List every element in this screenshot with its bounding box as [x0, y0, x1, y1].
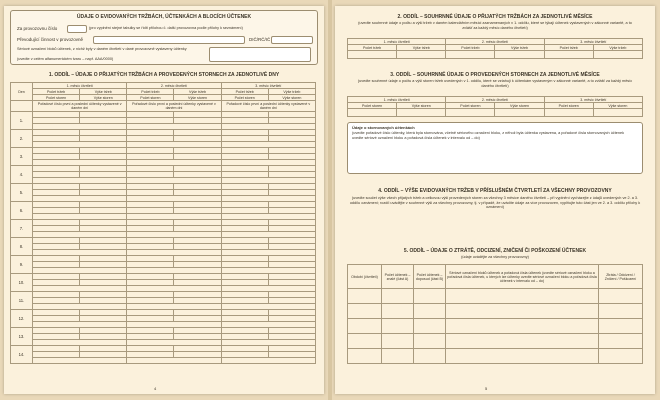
day-header: Den: [11, 83, 33, 101]
month-header: 1. měsíc čtvrtletí: [348, 97, 446, 103]
day-label: 6.: [11, 202, 33, 220]
month-header: 3. měsíc čtvrtletí: [221, 83, 315, 89]
col-header: Výše storen: [495, 103, 544, 109]
storno-title: Údaje o stornovaných účtenkách: [352, 125, 415, 130]
month-header: 1. měsíc čtvrtletí: [33, 83, 127, 89]
input-cell[interactable]: [348, 51, 397, 59]
monthly-sales-table: [347, 38, 643, 59]
input-cell[interactable]: [593, 51, 642, 59]
loss-table: [347, 264, 643, 364]
col-header: Počet storen: [544, 103, 593, 109]
input-cell[interactable]: [446, 304, 599, 319]
storno-box[interactable]: [347, 122, 643, 174]
section5-note: (údaje uvádějte za všechny provozovny): [461, 255, 529, 259]
input-cell[interactable]: [446, 289, 599, 304]
day-label: 9.: [11, 256, 33, 274]
input-cell[interactable]: [382, 349, 414, 364]
input-cell[interactable]: [414, 349, 446, 364]
input-cell[interactable]: [382, 334, 414, 349]
col-header: Sériové označení bloků účtenek a pořadová čísla účtenek (uvedte sériové označení bloku a pořadová čísla účtenek, u kterých lze účtenky uvedte sériové označení bloku a pořadová čísla účtenek v intervalu od – do): [446, 265, 599, 289]
col-header: Počet storen: [33, 95, 80, 101]
col-header: Období (čtvrtletí): [348, 265, 382, 289]
storno-text: (uvedte pořadové číslo účtenky, která byla stornována, včetně sériového označení bloku, z něhož byla účtenka vystavena, a pořadové čísla stornovaných účtenek uvedte sériové označení bloku a pořadová čísla účtenek v intervalu od – do): [352, 131, 624, 140]
input-cell[interactable]: [446, 51, 495, 59]
col-header: Výše tržeb: [593, 45, 642, 51]
input-cell[interactable]: [446, 319, 599, 334]
section2-note: (uvedte souhrnné údaje o počtu a výši tržeb v daném kalendářním měsíci zaznamenaných v 1. oddílu, které se týkají účtenek vystavených v zákonné variantě, a to zvlášť za každý měsíc daného čtvrtletí): [358, 21, 632, 30]
input-cell[interactable]: [348, 319, 382, 334]
month-header: 1. měsíc čtvrtletí: [348, 39, 446, 45]
col-header: Počet tržeb: [544, 45, 593, 51]
input-cell[interactable]: [446, 349, 599, 364]
day-label: 12.: [11, 310, 33, 328]
col-header: Počet tržeb: [127, 89, 174, 95]
payer-label: Převodující činnost v provozovně: [17, 37, 84, 42]
col-header: Počet storen: [348, 103, 397, 109]
col-header: Výše storen: [268, 95, 315, 101]
col-header: Výše storen: [80, 95, 127, 101]
col-header: Počet storen: [446, 103, 495, 109]
col-header: Výše storen: [397, 103, 446, 109]
col-header: Pořadové číslo první a poslední účtenky vystavené v daném dni: [127, 101, 221, 112]
section3-title: 3. ODDÍL – SOUHRNNÉ ÚDAJE O PROVEDENÝCH STORNECH ZA JEDNOTLIVÉ MĚSÍCE: [390, 72, 600, 78]
col-header: Výše tržeb: [397, 45, 446, 51]
day-label: 1.: [11, 112, 33, 130]
col-header: Počet tržeb: [33, 89, 80, 95]
input-cell[interactable]: [599, 289, 643, 304]
input-cell[interactable]: [382, 304, 414, 319]
input-cell[interactable]: [348, 334, 382, 349]
day-label: 10.: [11, 274, 33, 292]
input-cell[interactable]: [348, 349, 382, 364]
input-cell[interactable]: [544, 109, 593, 117]
col-header: Počet storen: [221, 95, 268, 101]
input-cell[interactable]: [495, 109, 544, 117]
input-cell[interactable]: [593, 109, 642, 117]
col-header: Počet tržeb: [348, 45, 397, 51]
input-cell[interactable]: [348, 304, 382, 319]
input-cell[interactable]: [397, 51, 446, 59]
col-header: Počet tržeb: [446, 45, 495, 51]
provozovna-label: Za provozovnu číslo: [17, 26, 58, 31]
input-cell[interactable]: [397, 109, 446, 117]
input-cell[interactable]: [414, 334, 446, 349]
right-page: [335, 6, 655, 394]
col-header: Počet účtenek – znalé (část A): [382, 265, 414, 289]
month-header: 2. měsíc čtvrtletí: [127, 83, 221, 89]
input-cell[interactable]: [599, 334, 643, 349]
page-number: 4: [154, 386, 157, 391]
col-header: Počet účtenek – doposud (část B): [414, 265, 446, 289]
monthly-storno-table: [347, 96, 643, 117]
serial-note: (uvedte v celém alfanumerickém tvaru – např. AAA/0000): [17, 57, 114, 61]
col-header: Výše tržeb: [174, 89, 221, 95]
section2-title: 2. ODDÍL – SOUHRNNÉ ÚDAJE O PŘIJATÝCH TRŽBÁCH ZA JEDNOTLIVÉ MĚSÍCE: [397, 14, 593, 20]
payer-field[interactable]: [93, 36, 245, 44]
day-label: 7.: [11, 220, 33, 238]
col-header: Výše storen: [593, 103, 642, 109]
col-header: Výše storen: [174, 95, 221, 101]
month-header: 2. měsíc čtvrtletí: [446, 39, 544, 45]
header-box: [10, 10, 318, 65]
input-cell[interactable]: [544, 51, 593, 59]
col-header: Počet storen: [127, 95, 174, 101]
input-cell[interactable]: [446, 334, 599, 349]
input-cell[interactable]: [599, 319, 643, 334]
input-cell[interactable]: [382, 319, 414, 334]
section3-note: (uvedte souhrnné údaje o počtu a výši storen tržeb uvedených v 1. oddílu, které se vztahují k účtenkám vystaveným v zákonné variantě, a to zvlášť za každý měsíc daného čtvrtletí): [357, 79, 633, 88]
day-label: 13.: [11, 328, 33, 346]
day-label: 8.: [11, 238, 33, 256]
section4-title: 4. ODDÍL – VÝŠE EVIDOVANÝCH TRŽEB V PŘÍSLUŠNÉM ČTVRTLETÍ ZA VŠECHNY PROVOZOVNY: [378, 188, 612, 194]
col-header: Počet tržeb: [221, 89, 268, 95]
day-label: 3.: [11, 148, 33, 166]
col-header: Výše tržeb: [268, 89, 315, 95]
dic-label: DIČ/RČ/IČ: [249, 37, 271, 42]
input-cell[interactable]: [599, 304, 643, 319]
col-header: Výše tržeb: [495, 45, 544, 51]
col-header: Ztráta / Odcizení / Zničení / Poškození: [599, 265, 643, 289]
input-cell[interactable]: [446, 109, 495, 117]
form-title: ÚDAJE O EVIDOVANÝCH TRŽBÁCH, ÚČTENKÁCH A BLOCÍCH ÚČTENEK: [76, 14, 252, 20]
day-label: 4.: [11, 166, 33, 184]
day-label: 2.: [11, 130, 33, 148]
day-label: 14.: [11, 346, 33, 364]
input-cell[interactable]: [382, 289, 414, 304]
book-spine: [328, 0, 332, 400]
section5-title: 5. ODDÍL – ÚDAJE O ZTRÁTĚ, ODCIZENÍ, ZNIČENÍ ČI POŠKOZENÍ ÚČTENEK: [403, 248, 587, 254]
col-header: Výše tržeb: [80, 89, 127, 95]
left-page: [4, 6, 324, 394]
section1-title: 1. ODDÍL – ÚDAJE O PŘIJATÝCH TRŽBÁCH A PROVEDENÝCH STORNECH ZA JEDNOTLIVÉ DNY: [48, 72, 280, 78]
input-cell[interactable]: [495, 51, 544, 59]
month-header: 2. měsíc čtvrtletí: [446, 97, 544, 103]
input-cell[interactable]: [127, 358, 221, 364]
provozovna-note: (pro vyplnění stejné tabulky se řídit přílohou č. další provozovna podle přílohy k seznámení): [89, 26, 243, 30]
input-cell[interactable]: [221, 358, 315, 364]
daily-table: [10, 82, 316, 364]
provozovna-number-field[interactable]: [67, 25, 87, 33]
input-cell[interactable]: [33, 358, 127, 364]
col-header: Pořadové číslo první a poslední účtenky vystavené v daném dni: [33, 101, 127, 112]
section4-note: (uvedte součet výše všech přijatých tržeb a celkovou výši provedených storen za všechny 3 měsíce daného čtvrtletí – při vyplnění vycházejte z údajů uvedených ve 2. a 3. oddílu oznámení; rozdíl uvádějte v souhrnné výši za všechny provozovny, tj. v případě, že uvádíte údaje za více provozoven, vyplňujte tuto část jen ve 2. a 3. oddílu přílohy k oznámení): [349, 196, 641, 210]
col-header: Pořadové číslo první a poslední účtenky vystavené v daném dni: [221, 101, 315, 112]
serial-field[interactable]: [209, 47, 311, 62]
page-number: 5: [485, 386, 488, 391]
dic-field[interactable]: [271, 36, 313, 44]
input-cell[interactable]: [599, 349, 643, 364]
serial-label: Sériové označení bloků účtenek, z nichž byly v daném čtvrtletí v dané provozovně vystaveny účtenky: [17, 47, 187, 51]
input-cell[interactable]: [414, 319, 446, 334]
month-header: 3. měsíc čtvrtletí: [544, 97, 642, 103]
month-header: 3. měsíc čtvrtletí: [544, 39, 642, 45]
input-cell[interactable]: [348, 109, 397, 117]
day-label: 11.: [11, 292, 33, 310]
input-cell[interactable]: [348, 289, 382, 304]
input-cell[interactable]: [414, 289, 446, 304]
input-cell[interactable]: [414, 304, 446, 319]
day-label: 5.: [11, 184, 33, 202]
